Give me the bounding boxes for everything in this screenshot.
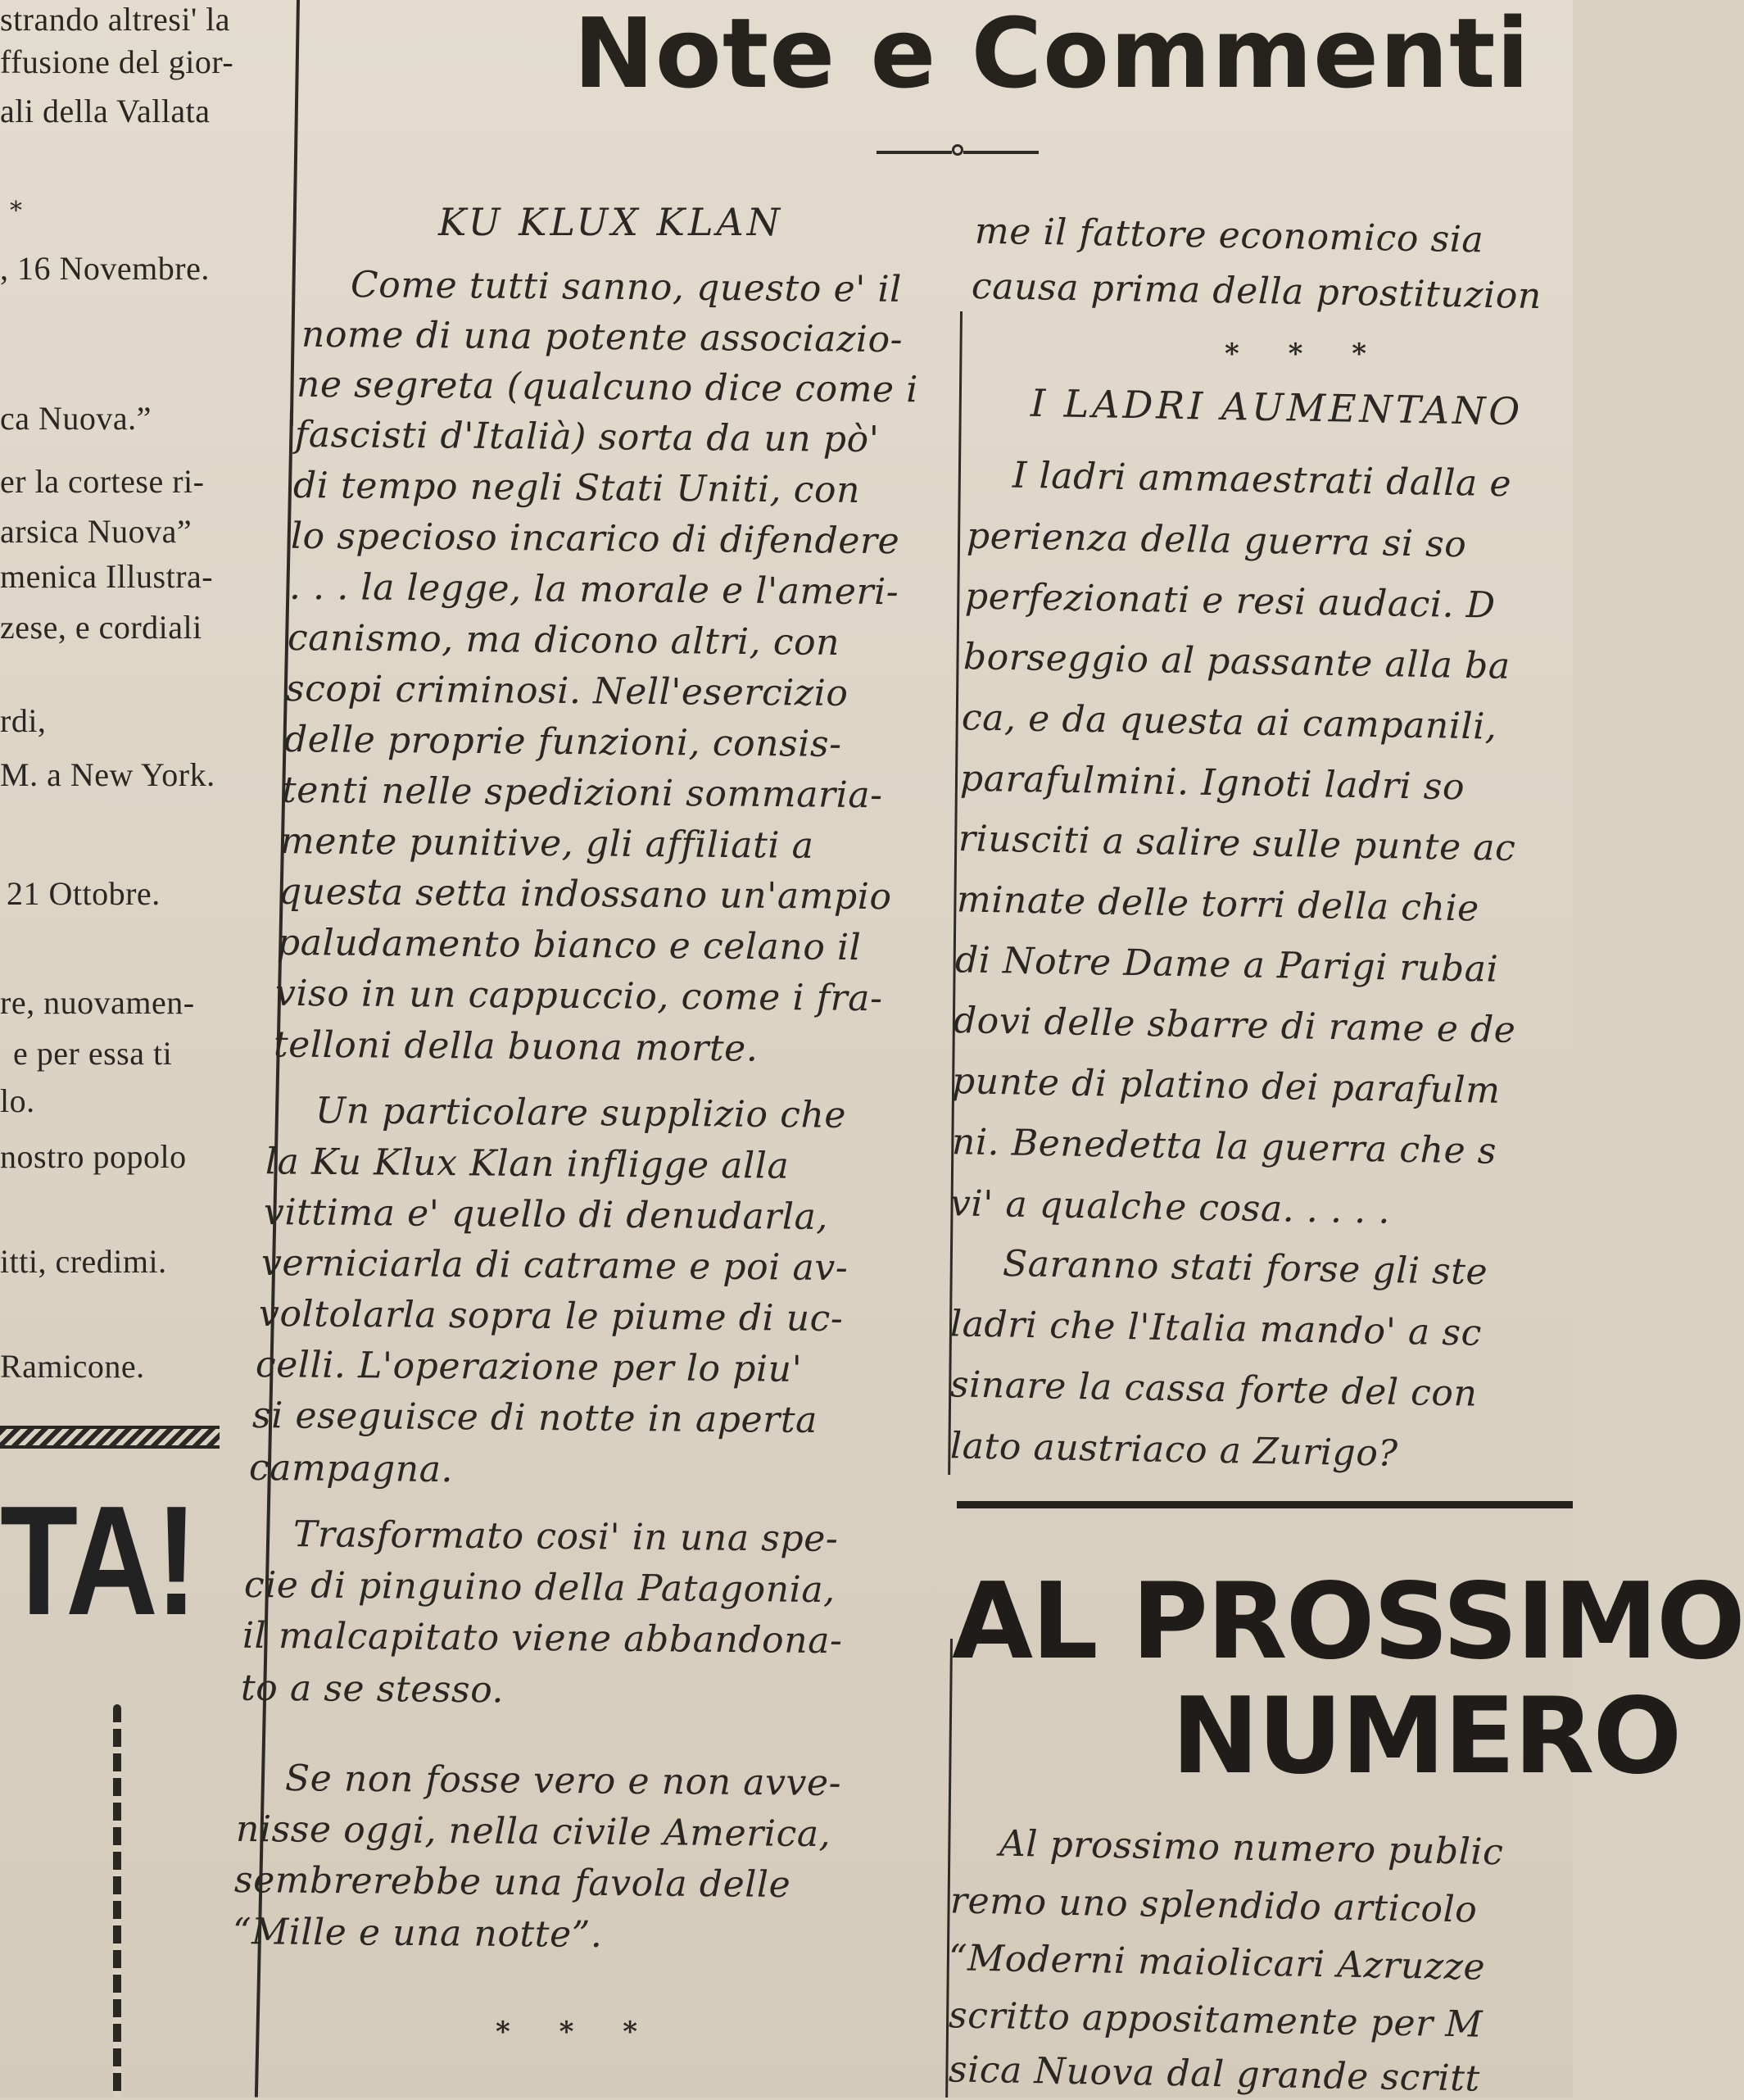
- article-line: scopi criminosi. Nell'esercizio: [285, 668, 849, 714]
- article-line: mente punitive, gli affiliati a: [279, 820, 814, 867]
- article-line: sinare la cassa forte del con: [949, 1363, 1478, 1415]
- article-line: Al prossimo numero public: [999, 1822, 1504, 1874]
- left-column-line: itti, credimi.: [0, 1243, 167, 1280]
- left-column-line: ca Nuova.”: [0, 400, 152, 437]
- headline-fragment: TA!: [0, 1474, 196, 1648]
- article-line: Un particolare supplizio che: [315, 1090, 847, 1136]
- article-line: celli. L'operazione per lo piu': [255, 1344, 803, 1390]
- article-line: viso in un cappuccio, come i fra-: [274, 972, 883, 1020]
- left-column-line: re, nuovamen-: [0, 984, 195, 1021]
- article-line: verniciarla di catrame e poi av-: [260, 1241, 849, 1290]
- article-line: Se non fosse vero e non avve-: [284, 1758, 842, 1804]
- article-line: delle proprie funzioni, consis-: [283, 719, 842, 765]
- article-line: lo specioso incarico di difendere: [290, 515, 900, 563]
- article-line: canismo, ma dicono altri, con: [287, 617, 840, 664]
- section-separator-stars: * * *: [496, 2016, 658, 2048]
- article-line: riusciti a salire sulle punte ac: [958, 818, 1516, 869]
- article-line: lato austriaco a Zurigo?: [949, 1425, 1399, 1475]
- article-line: sica Nuova dal grande scritt: [948, 2048, 1481, 2100]
- left-column-line: Ramicone.: [0, 1348, 145, 1385]
- article-line: questa setta indossano un'ampio: [278, 870, 892, 918]
- left-column-line: ali della Vallata: [0, 93, 211, 129]
- article-line: . . . la legge, la morale e l'ameri-: [288, 565, 899, 614]
- left-column-line: nostro popolo: [0, 1138, 187, 1175]
- article-line: Saranno stati forse gli ste: [1002, 1242, 1488, 1294]
- article-line: ni. Benedetta la guerra che s: [951, 1121, 1497, 1172]
- hatched-divider: [0, 1426, 220, 1449]
- article-line: perfezionati e resi audaci. D: [964, 575, 1497, 627]
- article-line: ladri che l'Italia mando' a sc: [949, 1303, 1483, 1354]
- left-column-line: menica Illustra-: [0, 558, 214, 595]
- left-column-line: arsica Nuova”: [0, 513, 193, 550]
- article-line: di tempo negli Stati Uniti, con: [292, 464, 861, 512]
- article-line: scritto appositamente per M: [948, 1994, 1484, 2046]
- article-line: Come tutti sanno, questo e' il: [350, 264, 903, 311]
- left-column-line: e per essa ti: [13, 1035, 173, 1072]
- article-line: tenti nelle spedizioni sommaria-: [281, 769, 883, 817]
- left-column-line: rdi,: [0, 702, 47, 739]
- article-line: nome di una potente associazio-: [301, 313, 904, 361]
- article-line: “Moderni maiolicari Azruzze: [948, 1937, 1486, 1989]
- article-headline: NUMERO: [1171, 1676, 1681, 1798]
- article-line: vi' a qualche cosa. . . . .: [949, 1182, 1391, 1232]
- article-line: il malcapitato viene abbandona-: [242, 1614, 843, 1662]
- left-column-line: 21 Ottobre.: [7, 875, 161, 912]
- left-column-line: zese, e cordiali: [0, 609, 202, 646]
- left-column: [0, 0, 291, 1426]
- article-line: fascisti d'Italià) sorta da un pò': [294, 413, 880, 461]
- article-line: borseggio al passante alla ba: [963, 636, 1511, 687]
- article-title: KU KLUX KLAN: [438, 200, 784, 244]
- article-line: minate delle torri della chie: [956, 878, 1480, 930]
- article-line: “Mille e una notte”.: [232, 1911, 603, 1956]
- article-line: dovi delle sbarre di rame e de: [953, 1000, 1516, 1051]
- article-line: di Notre Dame a Parigi rubai: [954, 939, 1499, 991]
- article-line: remo uno splendido articolo: [949, 1880, 1478, 1931]
- left-column-line: ffusione del gior-: [0, 43, 234, 80]
- article-title: I LADRI AUMENTANO: [1030, 380, 1524, 434]
- page-title: Note e Commenti: [573, 0, 1530, 110]
- section-divider: [957, 1501, 1573, 1508]
- article-line: nisse oggi, nella civile America,: [235, 1807, 831, 1856]
- left-column-line: strando altresi' la: [0, 1, 231, 38]
- article-line: sembrerebbe una favola delle: [233, 1859, 791, 1906]
- article-line: si eseguisce di notte in aperta: [251, 1394, 818, 1442]
- left-column-line: M. a New York.: [0, 756, 215, 793]
- article-line: Trasformato cosi' in una spe-: [292, 1513, 839, 1560]
- article-line: telloni della buona morte.: [273, 1023, 759, 1070]
- article-line: la Ku Klux Klan infligge alla: [265, 1141, 790, 1187]
- article-line: I ladri ammaestrati dalla e: [1012, 454, 1512, 506]
- article-line: vittima e' quello di denudarla,: [263, 1191, 829, 1239]
- article-line: parafulmini. Ignoti ladri so: [959, 757, 1465, 809]
- article-line: me il fattore economico sia: [974, 210, 1484, 261]
- decorative-chain-border: [113, 1704, 121, 2098]
- left-column-line: lo.: [0, 1082, 35, 1119]
- article-line: cie di pinguino della Patagonia,: [243, 1563, 836, 1612]
- section-separator-stars: * * *: [1225, 338, 1387, 370]
- article-line: causa prima della prostituzion: [971, 265, 1542, 318]
- article-line: paludamento bianco e celano il: [276, 921, 862, 969]
- article-line: perienza della guerra si so: [966, 515, 1467, 566]
- article-headline: AL PROSSIMO: [952, 1561, 1744, 1683]
- title-ornament: [877, 139, 1040, 164]
- article-line: campagna.: [248, 1446, 454, 1491]
- article-line: ne segreta (qualcuno dice come i: [296, 363, 919, 411]
- left-column-line: , 16 Novembre.: [0, 250, 210, 287]
- left-column-star: *: [10, 197, 22, 225]
- column-rule: [290, 0, 300, 426]
- article-line: to a se stesso.: [240, 1667, 505, 1712]
- left-column-line: er la cortese ri-: [0, 463, 205, 500]
- article-line: punte di platino dei parafulm: [951, 1060, 1501, 1112]
- article-line: voltolarla sopra le piume di uc-: [258, 1292, 844, 1340]
- article-line: ca, e da questa ai campanili,: [961, 696, 1497, 748]
